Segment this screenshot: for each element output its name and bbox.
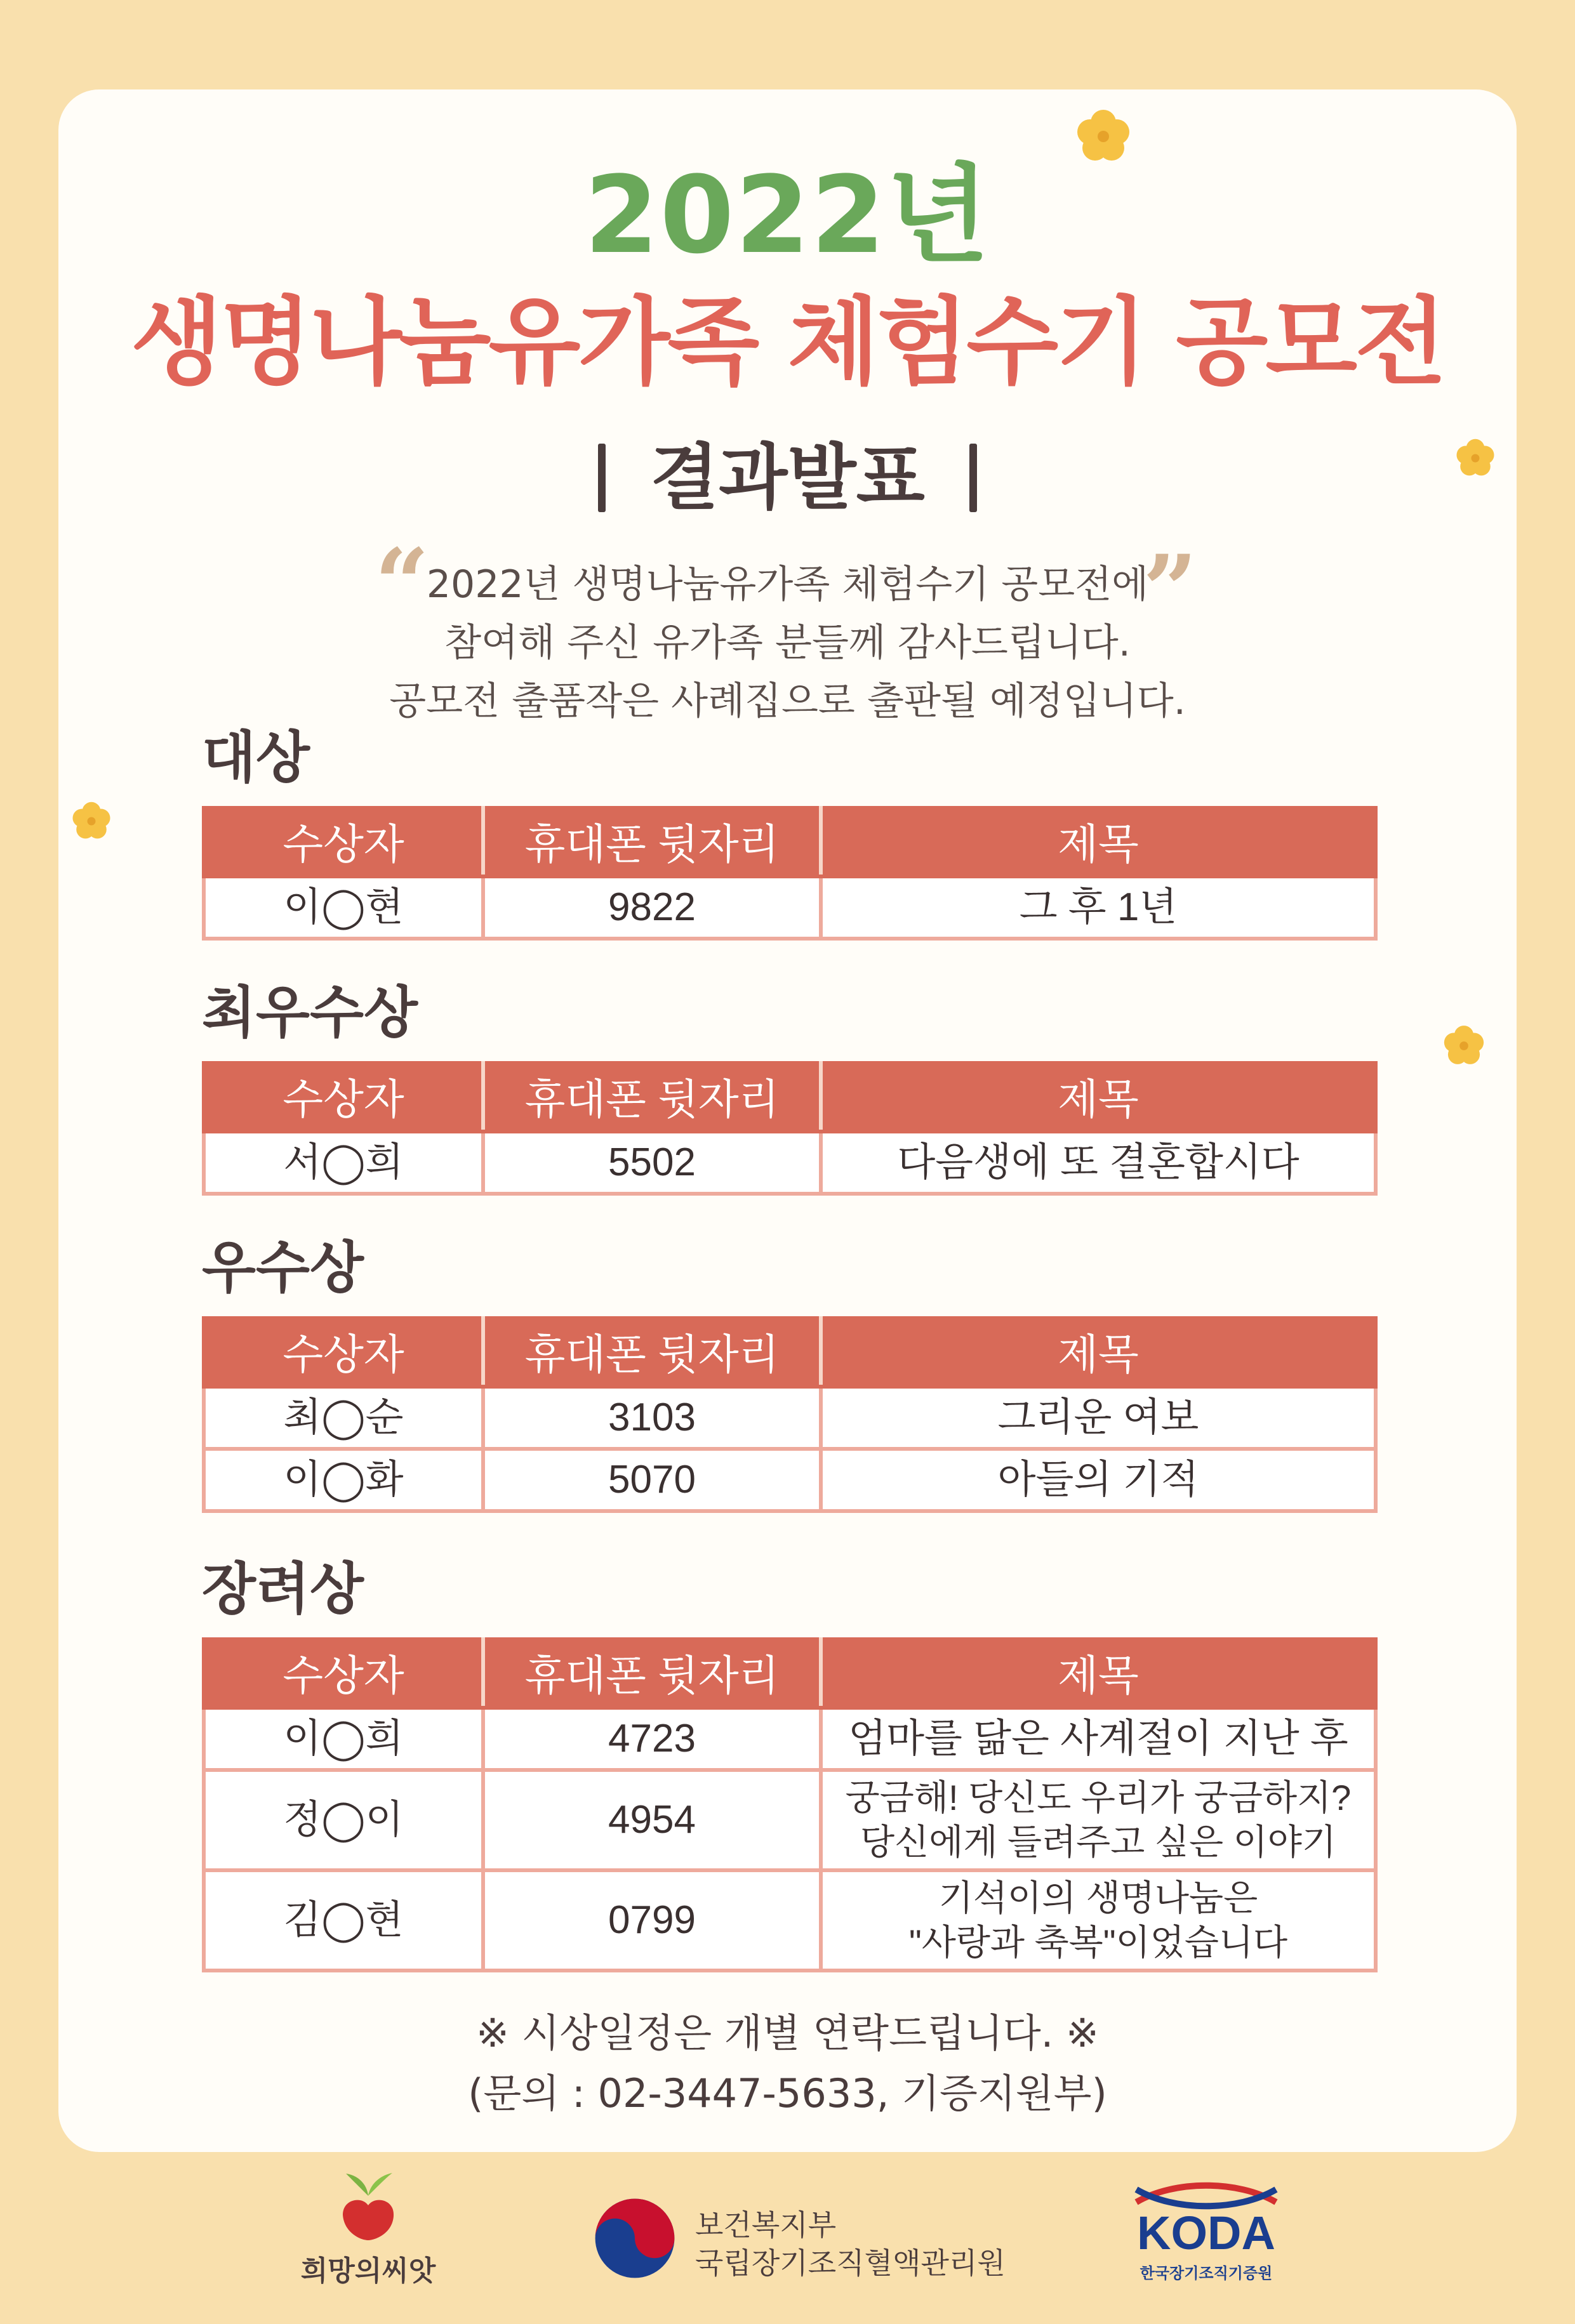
header-year: 2022년 <box>584 153 991 277</box>
column-header-title: 제목 <box>821 1061 1376 1132</box>
column-header-phone: 휴대폰 뒷자리 <box>483 806 821 876</box>
winner-name: 김◯현 <box>204 1870 483 1971</box>
phone-last-digits: 5502 <box>483 1132 821 1194</box>
logo-koda <box>1124 2177 1289 2282</box>
intro-line: 참여해 주신 유가족 분들께 감사드립니다. <box>444 621 1131 665</box>
winner-name: 이◯희 <box>204 1708 483 1770</box>
table-row <box>204 1770 1376 1870</box>
notice-contact: (문의 : 02-3447-5633, 기증지원부) <box>468 2070 1107 2116</box>
table-header-row <box>204 1637 1376 1708</box>
flower-decoration-left <box>69 798 114 844</box>
table-row <box>204 1387 1376 1449</box>
table-row <box>204 1870 1376 1971</box>
notice-schedule: ※ 시상일정은 개별 연락드립니다. ※ <box>475 2010 1100 2056</box>
phone-last-digits: 3103 <box>483 1387 821 1449</box>
logo-seed-text: 희망의씨앗 <box>300 2255 436 2287</box>
section-title-grand-prize: 대상 <box>202 725 310 790</box>
entry-title: 아들의 기적 <box>821 1449 1376 1511</box>
column-header-title: 제목 <box>821 806 1376 876</box>
column-header-winner: 수상자 <box>204 1637 483 1708</box>
flower-decoration-top <box>1072 105 1135 168</box>
column-header-phone: 휴대폰 뒷자리 <box>483 1637 821 1708</box>
entry-title: 엄마를 닮은 사계절이 지난 후 <box>821 1708 1376 1770</box>
section-title-encouragement: 장려상 <box>202 1556 364 1621</box>
phone-last-digits: 4954 <box>483 1770 821 1870</box>
koda-wordmark: KODA <box>1137 2207 1275 2259</box>
intro-line: 공모전 출품작은 사례집으로 출판될 예정입니다. <box>389 679 1186 723</box>
phone-last-digits: 0799 <box>483 1870 821 1971</box>
entry-title <box>821 1770 1376 1870</box>
logo-ministry <box>594 2197 1006 2286</box>
intro-text <box>0 555 1575 730</box>
agency-name: 국립장기조직혈액관리원 <box>695 2246 1006 2280</box>
koda-subtitle: 한국장기조직기증원 <box>1140 2264 1273 2282</box>
winner-name: 정◯이 <box>204 1770 483 1870</box>
phone-last-digits: 4723 <box>483 1708 821 1770</box>
winner-name: 최◯순 <box>204 1387 483 1449</box>
table-header-row <box>204 1061 1376 1132</box>
entry-title: 다음생에 또 결혼합시다 <box>821 1132 1376 1194</box>
section-title-excellence: 최우수상 <box>202 980 418 1045</box>
subtitle-bar-right <box>969 444 977 512</box>
entry-title: 그리운 여보 <box>821 1387 1376 1449</box>
table-header-row <box>204 806 1376 876</box>
header-headline: 생명나눔유가족 체험수기 공모전 <box>130 287 1445 398</box>
seed-logo-icon <box>286 2170 451 2247</box>
flower-decoration-right-lower <box>1440 1022 1488 1070</box>
column-header-phone: 휴대폰 뒷자리 <box>483 1061 821 1132</box>
header-subtitle <box>0 437 1575 520</box>
entry-title <box>821 1870 1376 1971</box>
entry-title-line: 궁금해! 당신도 우리가 궁금하지? <box>845 1778 1352 1818</box>
award-table-merit <box>202 1316 1378 1513</box>
winner-name: 이◯화 <box>204 1449 483 1511</box>
winner-name: 이◯현 <box>204 876 483 939</box>
column-header-title: 제목 <box>821 1316 1376 1387</box>
section-title-merit: 우수상 <box>202 1235 364 1300</box>
logo-seed-of-hope <box>286 2170 451 2285</box>
entry-title-line: 기석이의 생명나눔은 <box>938 1878 1258 1918</box>
open-quote-icon: “ <box>375 528 430 640</box>
column-header-phone: 휴대폰 뒷자리 <box>483 1316 821 1387</box>
award-table-grand-prize <box>202 806 1378 941</box>
entry-title: 그 후 1년 <box>821 876 1376 939</box>
table-row <box>204 876 1376 939</box>
entry-title-line: "사랑과 축복"이었습니다 <box>908 1922 1288 1962</box>
entry-title-line: 당신에게 들려주고 싶은 이야기 <box>860 1822 1336 1862</box>
phone-last-digits: 5070 <box>483 1449 821 1511</box>
subtitle-bar-left <box>598 444 606 512</box>
table-row <box>204 1708 1376 1770</box>
winner-name: 서◯희 <box>204 1132 483 1194</box>
column-header-winner: 수상자 <box>204 806 483 876</box>
ministry-name: 보건복지부 <box>695 2208 837 2242</box>
column-header-winner: 수상자 <box>204 1316 483 1387</box>
award-table-excellence <box>202 1061 1378 1196</box>
intro-line: 2022년 생명나눔유가족 체험수기 공모전에 <box>426 562 1149 607</box>
taegeuk-icon <box>594 2197 676 2280</box>
table-header-row <box>204 1316 1376 1387</box>
table-row <box>204 1132 1376 1194</box>
subtitle-text: 결과발표 <box>650 437 925 520</box>
column-header-winner: 수상자 <box>204 1061 483 1132</box>
award-table-encouragement <box>202 1637 1378 1972</box>
column-header-title: 제목 <box>821 1637 1376 1708</box>
close-quote-icon: ” <box>1143 534 1198 646</box>
table-row <box>204 1449 1376 1511</box>
phone-last-digits: 9822 <box>483 876 821 939</box>
